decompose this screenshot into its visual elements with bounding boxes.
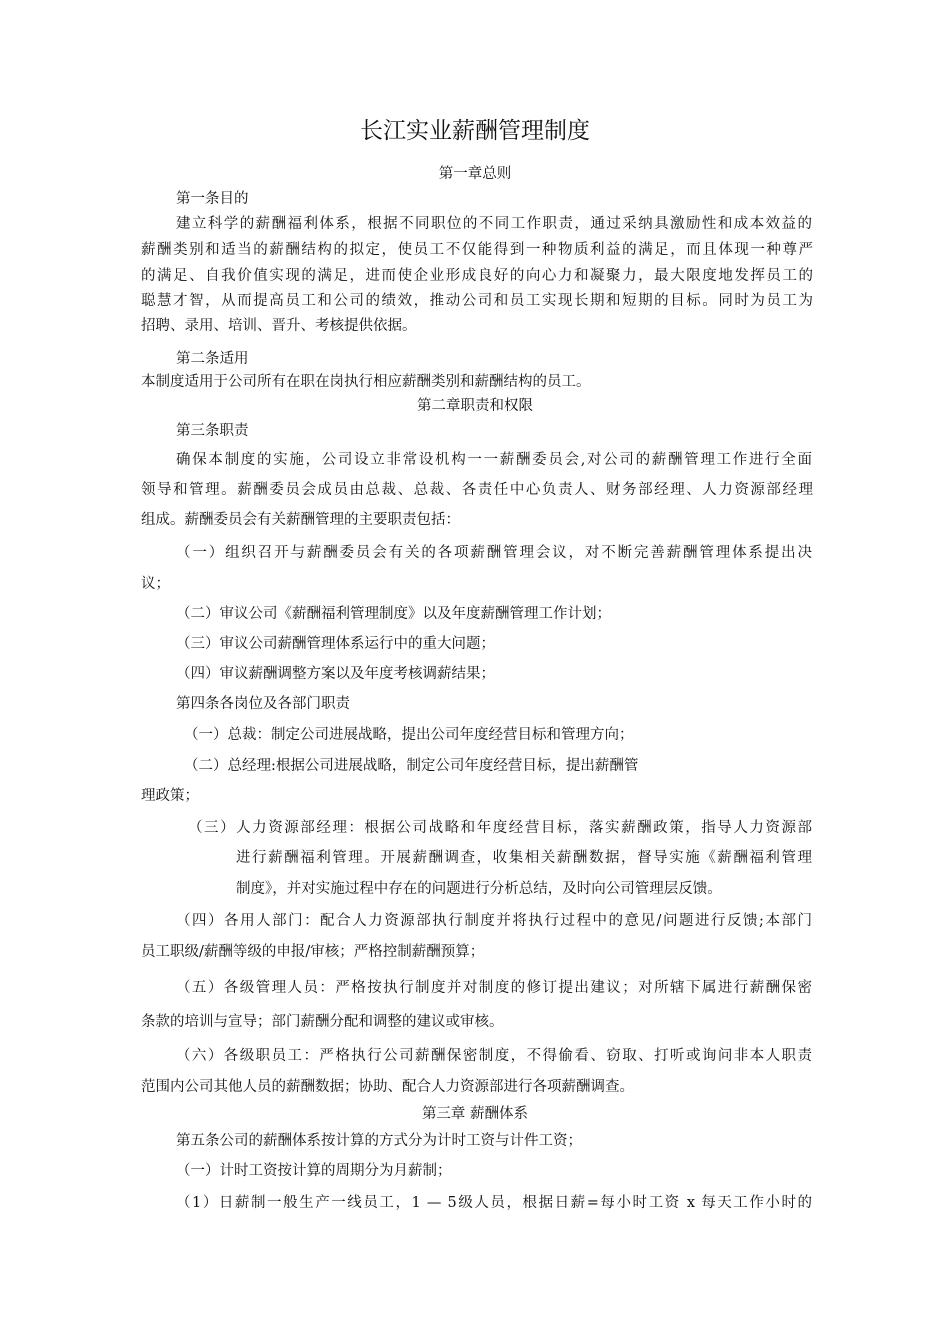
- article-3-title: 第三条职责: [176, 423, 249, 439]
- article-1-line-2: 薪酬类别和适当的薪酬结构的拟定，使员工不仅能得到一种物质利益的满足，而且体现一种尊严: [141, 242, 813, 258]
- chapter-1-heading: 第一章总则: [438, 166, 512, 182]
- article-1-line-4: 聪慧才智，从而提高员工和公司的绩效，推动公司和员工实现长期和短期的目标。同时为员工为: [141, 293, 813, 309]
- article-5-text: 第五条公司的薪酬体系按计算的方式分为计时工资与计件工资；: [176, 1133, 582, 1149]
- article-4-item-4-line-1: （四）各用人部门：配合人力资源部执行制度并将执行过程中的意见/问题进行反馈;本部门: [176, 913, 812, 929]
- article-4-item-2: （二）总经理:根据公司进展战略，制定公司年度经营目标，提出薪酬管: [184, 758, 639, 774]
- article-4-item-5-line-2: 条款的培训与宣导；部门薪酬分配和调整的建议或审核。: [141, 1014, 504, 1030]
- article-4-item-3-line-3: 制度》，并对实施过程中存在的问题进行分析总结，及时向公司管理层反馈。: [236, 881, 722, 897]
- article-5-sub-1: （1）日薪制一般生产一线员工，1 — 5级人员，根据日薪=每小时工资 x 每天工作小时的: [176, 1195, 812, 1211]
- article-4-item-3-line-1: （三）人力资源部经理：根据公司战略和年度经营目标，落实薪酬政策，指导人力资源部: [188, 820, 812, 836]
- article-2-title: 第二条适用: [176, 351, 249, 367]
- article-3-item-2: （二）审议公司《薪酬福利管理制度》以及年度薪酬管理工作计划；: [176, 606, 611, 622]
- article-4-item-6-line-1: （六）各级职员工：严格执行公司薪酬保密制度，不得偷看、窃取、打听或询问非本人职责: [176, 1048, 812, 1064]
- article-3-line-2: 领导和管理。薪酬委员会成员由总裁、总裁、各责任中心负责人、财务部经理、人力资源部经理: [141, 482, 813, 498]
- article-5-item-1: （一）计时工资按计算的周期分为月薪制；: [176, 1163, 452, 1179]
- article-2-text: 本制度适用于公司所有在职在岗执行相应薪酬类别和薪酬结构的员工。: [141, 374, 591, 390]
- article-4-item-1: （一）总裁：制定公司进展战略，提出公司年度经营目标和管理方向；: [184, 727, 634, 743]
- article-3-item-4: （四）审议薪酬调整方案以及年度考核调薪结果；: [176, 666, 495, 682]
- article-3-item-1: （一）组织召开与薪酬委员会有关的各项薪酬管理会议，对不断完善薪酬管理体系提出决: [176, 545, 812, 561]
- article-4-item-2-cont: 理政策；: [141, 788, 199, 804]
- chapter-3-heading: 第三章 薪酬体系: [421, 1106, 529, 1122]
- chapter-2-heading: 第二章职责和权限: [417, 398, 533, 414]
- article-3-item-3: （三）审议公司薪酬管理体系运行中的重大问题；: [176, 636, 495, 652]
- document-title: 长江实业薪酬管理制度: [360, 118, 590, 144]
- article-1-line-1: 建立科学的薪酬福利体系，根据不同职位的不同工作职责，通过采纳具激励性和成本效益的: [176, 216, 812, 232]
- article-1-line-5: 招聘、录用、培训、晋升、考核提供依据。: [141, 318, 417, 334]
- article-4-item-3-line-2: 进行薪酬福利管理。开展薪酬调查，收集相关薪酬数据，督导实施《薪酬福利管理: [236, 850, 812, 866]
- article-4-item-4-line-2: 员工职级/薪酬等级的申报/审核；严格控制薪酬预算；: [141, 944, 485, 960]
- article-4-title: 第四条各岗位及各部门职责: [176, 696, 350, 712]
- article-4-item-6-line-2: 范围内公司其他人员的薪酬数据；协助、配合人力资源部进行各项薪酬调查。: [141, 1079, 634, 1095]
- article-1-line-3: 的满足、自我价值实现的满足，进而使企业形成良好的向心力和凝聚力，最大限度地发挥员工的: [141, 268, 813, 284]
- article-3-line-1: 确保本制度的实施，公司设立非常设机构一一薪酬委员会,对公司的薪酬管理工作进行全面: [176, 452, 812, 468]
- article-1-title: 第一条目的: [176, 191, 249, 207]
- article-4-item-5-line-1: （五）各级管理人员：严格按执行制度并对制度的修订提出建议；对所辖下属进行薪酬保密: [176, 980, 812, 996]
- article-3-line-3: 组成。薪酬委员会有关薪酬管理的主要职责包括：: [141, 512, 460, 528]
- article-3-item-1-cont: 议；: [141, 576, 170, 592]
